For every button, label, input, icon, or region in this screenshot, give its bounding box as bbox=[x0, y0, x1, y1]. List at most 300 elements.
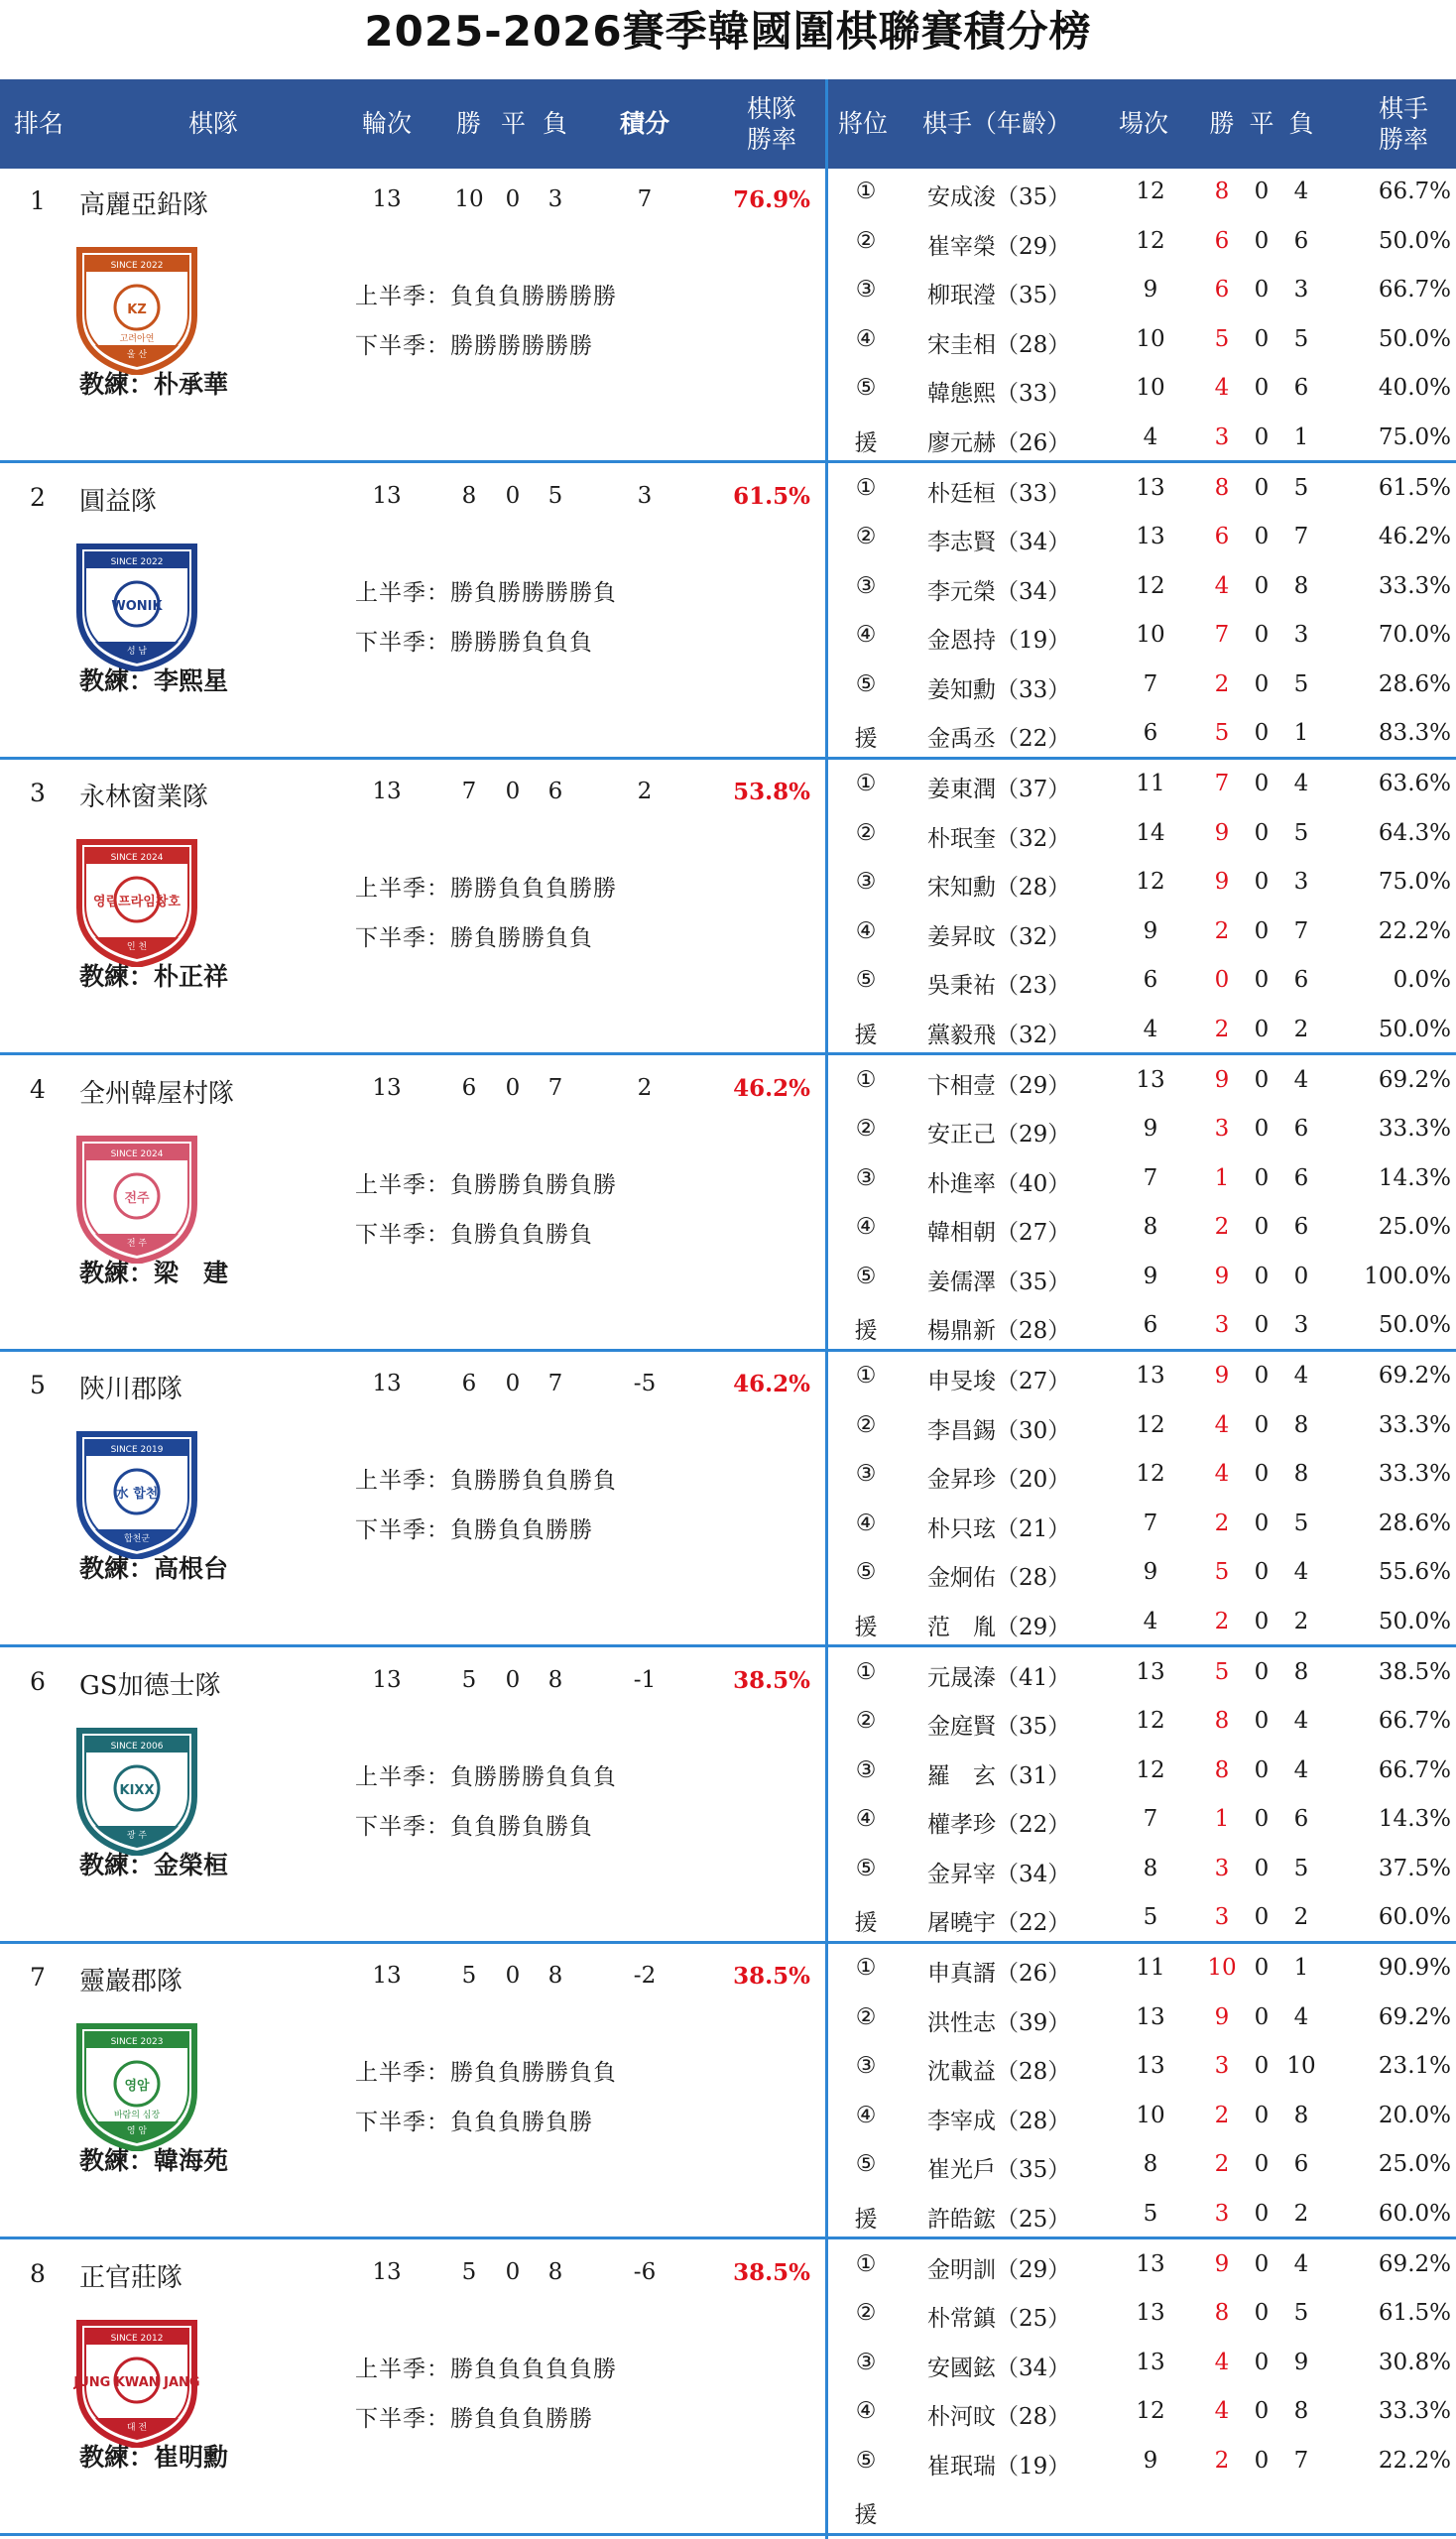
player-name: 姜知勳（33） bbox=[927, 676, 1071, 703]
player-games: 9 bbox=[1143, 2447, 1158, 2474]
player-draws: 0 bbox=[1254, 670, 1270, 697]
svg-text:KIXX: KIXX bbox=[119, 1782, 155, 1798]
svg-text:광 주: 광 주 bbox=[126, 1830, 148, 1841]
player-name: 金昇宰（34） bbox=[927, 1861, 1071, 1887]
player-name: 權孝珍（22） bbox=[927, 1812, 1071, 1838]
team-losses: 8 bbox=[547, 2258, 563, 2285]
first-half-record bbox=[355, 2351, 617, 2383]
player-wins: 9 bbox=[1214, 869, 1230, 895]
header-rounds: 輪次 bbox=[361, 109, 412, 139]
player-draws: 0 bbox=[1254, 1658, 1270, 1685]
player-games: 6 bbox=[1143, 967, 1158, 993]
second-half-results: 負負勝負勝負 bbox=[450, 1813, 593, 1840]
player-name: 朴只玹（21） bbox=[927, 1515, 1071, 1542]
player-position: ② bbox=[855, 2003, 877, 2030]
player-name: 姜東潤（37） bbox=[927, 777, 1071, 802]
player-losses: 6 bbox=[1293, 1164, 1309, 1191]
player-position: ⑤ bbox=[855, 1263, 877, 1289]
player-name: 范 胤（29） bbox=[927, 1614, 1071, 1640]
player-losses: 3 bbox=[1293, 622, 1309, 648]
player-win-rate: 60.0% bbox=[1378, 1904, 1451, 1930]
player-losses: 1 bbox=[1293, 720, 1309, 746]
player-row bbox=[828, 1007, 1456, 1056]
header-loss: 負 bbox=[542, 109, 567, 139]
player-row bbox=[828, 1748, 1456, 1797]
coach-name: 韓海苑 bbox=[154, 2146, 229, 2175]
player-games: 9 bbox=[1143, 277, 1158, 302]
team-draws: 0 bbox=[505, 1074, 521, 1101]
player-draws: 0 bbox=[1254, 869, 1270, 895]
player-row bbox=[828, 2388, 1456, 2438]
header-rank: 排名 bbox=[13, 109, 63, 139]
first-half-results: 勝勝負負負勝勝 bbox=[450, 876, 617, 902]
first-half-record bbox=[355, 574, 617, 607]
player-draws: 0 bbox=[1254, 771, 1270, 796]
player-wins: 3 bbox=[1214, 1904, 1230, 1930]
team-points: -6 bbox=[633, 2258, 657, 2285]
player-games: 13 bbox=[1136, 1363, 1165, 1389]
team-win-rate: 38.5% bbox=[733, 1963, 810, 1990]
team-losses: 8 bbox=[547, 1963, 563, 1989]
team-wins: 7 bbox=[461, 779, 477, 804]
player-draws: 0 bbox=[1254, 572, 1270, 599]
header-games: 場次 bbox=[1118, 109, 1168, 139]
player-win-rate: 63.6% bbox=[1378, 771, 1451, 796]
coach-label: 教練： bbox=[79, 665, 155, 695]
player-wins: 0 bbox=[1214, 967, 1230, 993]
player-games: 13 bbox=[1136, 474, 1165, 501]
first-half-record bbox=[355, 1462, 617, 1495]
player-wins: 2 bbox=[1214, 917, 1230, 944]
player-name: 崔珉瑞（19） bbox=[927, 2453, 1071, 2479]
player-win-rate: 66.7% bbox=[1378, 277, 1451, 302]
player-name: 姜儒澤（35） bbox=[927, 1269, 1071, 1295]
header-player-rate bbox=[1359, 79, 1448, 169]
player-win-rate: 20.0% bbox=[1378, 2102, 1451, 2128]
player-wins: 2 bbox=[1214, 1510, 1230, 1536]
svg-text:SINCE 2012: SINCE 2012 bbox=[110, 2333, 164, 2344]
player-draws: 0 bbox=[1254, 1263, 1270, 1289]
player-position: ① bbox=[855, 2250, 877, 2277]
player-games: 7 bbox=[1143, 1510, 1158, 1536]
player-win-rate: 50.0% bbox=[1378, 325, 1451, 352]
player-name: 朴河旼（28） bbox=[927, 2404, 1071, 2430]
header-position: 將位 bbox=[837, 109, 888, 139]
player-position: ⑤ bbox=[855, 375, 877, 401]
header-team-rate bbox=[722, 79, 821, 169]
player-win-rate: 33.3% bbox=[1378, 1461, 1451, 1487]
first-half-label: 上半季： bbox=[355, 2060, 450, 2086]
player-games: 11 bbox=[1136, 771, 1165, 796]
first-half-record bbox=[355, 1166, 617, 1199]
player-losses: 5 bbox=[1293, 670, 1309, 697]
first-half-label: 上半季： bbox=[355, 284, 450, 309]
player-draws: 0 bbox=[1254, 524, 1270, 549]
team-points: -1 bbox=[633, 1666, 657, 1693]
second-half-record bbox=[355, 1511, 593, 1544]
player-games: 8 bbox=[1143, 2151, 1158, 2177]
first-half-record bbox=[355, 870, 617, 903]
player-wins: 5 bbox=[1214, 1658, 1230, 1685]
player-row bbox=[828, 2340, 1456, 2389]
coach-name: 崔明勳 bbox=[154, 2442, 229, 2472]
player-games: 10 bbox=[1136, 375, 1165, 401]
header-player-draw: 平 bbox=[1249, 109, 1274, 139]
player-losses: 8 bbox=[1293, 2102, 1309, 2128]
player-games: 12 bbox=[1136, 2398, 1165, 2424]
player-position: ② bbox=[855, 227, 877, 254]
player-draws: 0 bbox=[1254, 2447, 1270, 2474]
coach-name: 朴承華 bbox=[154, 370, 229, 399]
team-losses: 6 bbox=[547, 779, 563, 804]
player-wins: 9 bbox=[1214, 2250, 1230, 2277]
player-row bbox=[828, 2486, 1456, 2536]
player-row bbox=[828, 1353, 1456, 1402]
player-losses: 6 bbox=[1293, 227, 1309, 254]
team-draws: 0 bbox=[505, 1371, 521, 1396]
player-games: 12 bbox=[1136, 227, 1165, 254]
player-name: 洪性志（39） bbox=[927, 2009, 1071, 2036]
player-name: 崔光戶（35） bbox=[927, 2157, 1071, 2183]
svg-text:바람의 심장: 바람의 심장 bbox=[113, 2111, 161, 2120]
team-wins: 6 bbox=[461, 1371, 477, 1396]
player-row bbox=[828, 612, 1456, 662]
player-win-rate: 69.2% bbox=[1378, 1363, 1451, 1389]
svg-text:영 암: 영 암 bbox=[126, 2126, 148, 2136]
player-losses: 6 bbox=[1293, 2151, 1309, 2177]
team-win-rate: 61.5% bbox=[733, 482, 810, 510]
player-row bbox=[828, 2191, 1456, 2240]
team-win-rate: 46.2% bbox=[733, 1371, 810, 1397]
player-wins: 4 bbox=[1214, 2398, 1230, 2424]
player-row bbox=[828, 415, 1456, 464]
player-row bbox=[828, 316, 1456, 366]
player-draws: 0 bbox=[1254, 1708, 1270, 1734]
team-rounds: 13 bbox=[372, 186, 402, 212]
team-rank: 7 bbox=[30, 1963, 46, 1992]
team-name: GS加德士隊 bbox=[79, 1670, 221, 1701]
player-position: ② bbox=[855, 1411, 877, 1438]
team-rank: 8 bbox=[30, 2258, 46, 2288]
player-games: 11 bbox=[1136, 1955, 1165, 1981]
player-losses: 4 bbox=[1293, 1559, 1309, 1585]
player-losses: 4 bbox=[1293, 1363, 1309, 1389]
player-win-rate: 28.6% bbox=[1378, 1510, 1451, 1536]
team-losses: 5 bbox=[547, 482, 563, 509]
header-player-rate-line1: 棋手 bbox=[1378, 93, 1428, 123]
player-games: 10 bbox=[1136, 2102, 1165, 2128]
header-player: 棋手（年齡） bbox=[921, 109, 1071, 139]
player-win-rate: 61.5% bbox=[1378, 2300, 1451, 2326]
team-losses: 7 bbox=[547, 1074, 563, 1101]
player-draws: 0 bbox=[1254, 1855, 1270, 1881]
player-row bbox=[828, 1501, 1456, 1550]
player-losses: 5 bbox=[1293, 325, 1309, 352]
player-draws: 0 bbox=[1254, 720, 1270, 746]
svg-text:대 전: 대 전 bbox=[126, 2422, 148, 2433]
player-losses: 1 bbox=[1293, 1955, 1309, 1981]
player-name: 李元榮（34） bbox=[927, 578, 1071, 605]
player-win-rate: 69.2% bbox=[1378, 1066, 1451, 1093]
player-position: 援 bbox=[854, 1910, 878, 1936]
team-rounds: 13 bbox=[372, 1666, 402, 1693]
player-draws: 0 bbox=[1254, 1016, 1270, 1042]
first-half-label: 上半季： bbox=[355, 1171, 450, 1198]
second-half-record bbox=[355, 1216, 593, 1249]
player-losses: 7 bbox=[1293, 2447, 1309, 2474]
player-name: 李昌錫（30） bbox=[927, 1417, 1071, 1444]
player-name: 宋知勳（28） bbox=[927, 875, 1071, 901]
player-position: ③ bbox=[855, 1756, 877, 1783]
player-draws: 0 bbox=[1254, 1559, 1270, 1585]
player-win-rate: 55.6% bbox=[1378, 1559, 1451, 1585]
player-wins: 5 bbox=[1214, 325, 1230, 352]
player-name: 金禹丞（22） bbox=[927, 726, 1071, 752]
player-losses: 7 bbox=[1293, 524, 1309, 549]
player-draws: 0 bbox=[1254, 2200, 1270, 2227]
header-team-rate-line2: 勝率 bbox=[746, 125, 796, 154]
player-draws: 0 bbox=[1254, 967, 1270, 993]
player-wins: 9 bbox=[1214, 1263, 1230, 1289]
jeonju-badge-icon bbox=[73, 1135, 200, 1264]
team-name: 陝川郡隊 bbox=[79, 1375, 183, 1404]
team-rounds: 13 bbox=[372, 2258, 402, 2285]
second-half-label: 下半季： bbox=[355, 1517, 450, 1543]
player-position: ④ bbox=[855, 325, 877, 352]
player-name: 安成浚（35） bbox=[927, 184, 1071, 210]
player-draws: 0 bbox=[1254, 2300, 1270, 2326]
player-games: 4 bbox=[1143, 1608, 1158, 1634]
player-draws: 0 bbox=[1254, 2151, 1270, 2177]
player-draws: 0 bbox=[1254, 1363, 1270, 1389]
first-half-results: 負勝勝負勝負勝 bbox=[450, 1171, 617, 1198]
player-win-rate: 40.0% bbox=[1378, 375, 1451, 401]
player-games: 13 bbox=[1136, 1066, 1165, 1093]
player-draws: 0 bbox=[1254, 1164, 1270, 1191]
player-wins: 2 bbox=[1214, 1214, 1230, 1240]
player-position: ③ bbox=[855, 1164, 877, 1191]
team-draws: 0 bbox=[505, 186, 521, 212]
team-win-rate: 38.5% bbox=[733, 2258, 810, 2286]
first-half-label: 上半季： bbox=[355, 1763, 450, 1790]
player-draws: 0 bbox=[1254, 1608, 1270, 1634]
player-name: 卞相壹（29） bbox=[927, 1072, 1071, 1099]
team-name: 正官莊隊 bbox=[79, 2262, 183, 2293]
player-name: 黨毅飛（32） bbox=[927, 1022, 1071, 1048]
player-draws: 0 bbox=[1254, 622, 1270, 648]
wonik-badge-icon bbox=[73, 543, 200, 671]
player-losses: 1 bbox=[1293, 423, 1309, 450]
player-losses: 4 bbox=[1293, 2250, 1309, 2277]
player-row bbox=[828, 1402, 1456, 1452]
player-win-rate: 64.3% bbox=[1378, 819, 1451, 846]
svg-text:합천군: 합천군 bbox=[123, 1534, 151, 1544]
player-row bbox=[828, 908, 1456, 958]
player-games: 12 bbox=[1136, 869, 1165, 895]
player-win-rate: 60.0% bbox=[1378, 2200, 1451, 2227]
coach-name: 梁 建 bbox=[154, 1258, 229, 1287]
svg-text:고려아연: 고려아연 bbox=[119, 334, 155, 344]
jungkwanjang-badge-icon bbox=[73, 2319, 200, 2448]
player-draws: 0 bbox=[1254, 1411, 1270, 1438]
player-wins: 2 bbox=[1214, 2447, 1230, 2474]
player-draws: 0 bbox=[1254, 1510, 1270, 1536]
player-position: ① bbox=[855, 1363, 877, 1389]
player-name: 宋圭相（28） bbox=[927, 331, 1071, 358]
player-name: 羅 玄（31） bbox=[927, 1762, 1071, 1789]
player-name: 姜昇旼（32） bbox=[927, 923, 1071, 950]
player-wins: 4 bbox=[1214, 572, 1230, 599]
first-half-results: 負負負勝勝勝勝 bbox=[450, 284, 617, 309]
player-name: 韓相朝（27） bbox=[927, 1220, 1071, 1246]
team-draws: 0 bbox=[505, 1963, 521, 1989]
player-losses: 9 bbox=[1293, 2349, 1309, 2375]
player-wins: 3 bbox=[1214, 2200, 1230, 2227]
player-position: ③ bbox=[855, 869, 877, 895]
player-row bbox=[828, 1254, 1456, 1303]
player-win-rate: 83.3% bbox=[1378, 720, 1451, 746]
player-draws: 0 bbox=[1254, 2003, 1270, 2030]
player-win-rate: 75.0% bbox=[1378, 423, 1451, 450]
second-half-results: 負負負勝負勝 bbox=[450, 2110, 593, 2135]
player-row bbox=[828, 218, 1456, 268]
player-win-rate: 30.8% bbox=[1378, 2349, 1451, 2375]
player-losses: 0 bbox=[1293, 1263, 1309, 1289]
second-half-record bbox=[355, 2400, 593, 2433]
player-draws: 0 bbox=[1254, 1214, 1270, 1240]
player-wins: 3 bbox=[1214, 423, 1230, 450]
player-wins: 6 bbox=[1214, 227, 1230, 254]
player-wins: 8 bbox=[1214, 1708, 1230, 1734]
player-win-rate: 38.5% bbox=[1378, 1658, 1451, 1685]
player-row bbox=[828, 1155, 1456, 1205]
team-rank: 3 bbox=[30, 779, 46, 807]
player-win-rate: 23.1% bbox=[1378, 2053, 1451, 2079]
player-win-rate: 66.7% bbox=[1378, 179, 1451, 204]
team-wins: 5 bbox=[461, 2258, 477, 2285]
player-win-rate: 33.3% bbox=[1378, 1116, 1451, 1142]
player-losses: 2 bbox=[1293, 1904, 1309, 1930]
player-draws: 0 bbox=[1254, 2102, 1270, 2128]
second-half-label: 下半季： bbox=[355, 925, 450, 951]
player-losses: 8 bbox=[1293, 1461, 1309, 1487]
team-block bbox=[0, 1649, 1456, 1944]
second-half-results: 勝勝勝負負負 bbox=[450, 629, 593, 656]
player-wins: 2 bbox=[1214, 670, 1230, 697]
player-row bbox=[828, 1549, 1456, 1599]
player-losses: 5 bbox=[1293, 1855, 1309, 1881]
player-name: 崔宰榮（29） bbox=[927, 233, 1071, 260]
player-position: ② bbox=[855, 1708, 877, 1734]
player-games: 12 bbox=[1136, 1708, 1165, 1734]
svg-text:영림프라임창호: 영림프라임창호 bbox=[93, 895, 181, 909]
player-name: 金庭賢（35） bbox=[927, 1714, 1071, 1740]
player-name: 申真諝（26） bbox=[927, 1961, 1071, 1987]
player-name: 許皓鋐（25） bbox=[927, 2206, 1071, 2233]
player-row bbox=[828, 563, 1456, 613]
player-row bbox=[828, 2290, 1456, 2340]
player-win-rate: 0.0% bbox=[1393, 967, 1451, 993]
player-name: 韓態熙（33） bbox=[927, 381, 1071, 407]
player-wins: 2 bbox=[1214, 1016, 1230, 1042]
player-losses: 2 bbox=[1293, 1016, 1309, 1042]
player-games: 4 bbox=[1143, 423, 1158, 450]
player-row bbox=[828, 1894, 1456, 1944]
player-row bbox=[828, 1599, 1456, 1648]
player-games: 12 bbox=[1136, 572, 1165, 599]
player-wins: 4 bbox=[1214, 375, 1230, 401]
team-name: 全州韓屋村隊 bbox=[79, 1078, 235, 1109]
team-points: 3 bbox=[637, 482, 653, 509]
header-player-loss: 負 bbox=[1288, 109, 1314, 139]
second-half-results: 負勝負負勝勝 bbox=[450, 1517, 593, 1543]
player-position: 援 bbox=[854, 1022, 878, 1048]
player-win-rate: 14.3% bbox=[1378, 1164, 1451, 1191]
team-rounds: 13 bbox=[372, 1371, 402, 1396]
player-win-rate: 25.0% bbox=[1378, 2151, 1451, 2177]
player-wins: 7 bbox=[1214, 771, 1230, 796]
second-half-record bbox=[355, 2104, 593, 2136]
player-wins: 4 bbox=[1214, 1461, 1230, 1487]
player-wins: 1 bbox=[1214, 1806, 1230, 1832]
svg-text:성 남: 성 남 bbox=[126, 646, 148, 657]
player-row bbox=[828, 514, 1456, 563]
player-draws: 0 bbox=[1254, 474, 1270, 501]
first-half-label: 上半季： bbox=[355, 1468, 450, 1494]
player-name: 楊鼎新（28） bbox=[927, 1318, 1071, 1344]
team-losses: 3 bbox=[547, 186, 563, 212]
second-half-results: 勝負負負勝勝 bbox=[450, 2405, 593, 2432]
team-wins: 10 bbox=[454, 186, 484, 212]
team-rounds: 13 bbox=[372, 779, 402, 804]
first-half-record bbox=[355, 2054, 617, 2087]
player-position: ⑤ bbox=[855, 2151, 877, 2177]
table-header bbox=[0, 79, 1456, 169]
player-name: 金昇珍（20） bbox=[927, 1467, 1071, 1493]
player-name: 申旻埈（27） bbox=[927, 1369, 1071, 1394]
player-win-rate: 61.5% bbox=[1378, 474, 1451, 501]
player-wins: 3 bbox=[1214, 1855, 1230, 1881]
player-win-rate: 22.2% bbox=[1378, 917, 1451, 944]
team-draws: 0 bbox=[505, 779, 521, 804]
player-losses: 6 bbox=[1293, 967, 1309, 993]
coach-name: 高根台 bbox=[154, 1554, 229, 1583]
player-losses: 4 bbox=[1293, 1066, 1309, 1093]
player-row bbox=[828, 1057, 1456, 1107]
player-wins: 10 bbox=[1207, 1955, 1237, 1981]
player-losses: 3 bbox=[1293, 277, 1309, 302]
player-losses: 7 bbox=[1293, 917, 1309, 944]
team-rank: 5 bbox=[30, 1371, 46, 1399]
player-name: 屠曉宇（22） bbox=[927, 1910, 1071, 1936]
player-games: 13 bbox=[1136, 524, 1165, 549]
player-wins: 1 bbox=[1214, 1164, 1230, 1191]
kz-badge-icon bbox=[73, 246, 200, 375]
second-half-results: 負勝負負勝負 bbox=[450, 1221, 593, 1248]
team-win-rate: 76.9% bbox=[733, 186, 810, 213]
player-win-rate: 50.0% bbox=[1378, 1312, 1451, 1338]
player-losses: 6 bbox=[1293, 1214, 1309, 1240]
player-position: ④ bbox=[855, 2102, 877, 2128]
player-games: 13 bbox=[1136, 2250, 1165, 2277]
team-name: 靈巖郡隊 bbox=[79, 1967, 183, 1996]
player-name: 朴廷桓（33） bbox=[927, 480, 1071, 507]
team-block bbox=[0, 1353, 1456, 1647]
player-wins: 3 bbox=[1214, 1116, 1230, 1142]
player-games: 9 bbox=[1143, 917, 1158, 944]
first-half-label: 上半季： bbox=[355, 579, 450, 606]
player-games: 14 bbox=[1136, 819, 1165, 846]
